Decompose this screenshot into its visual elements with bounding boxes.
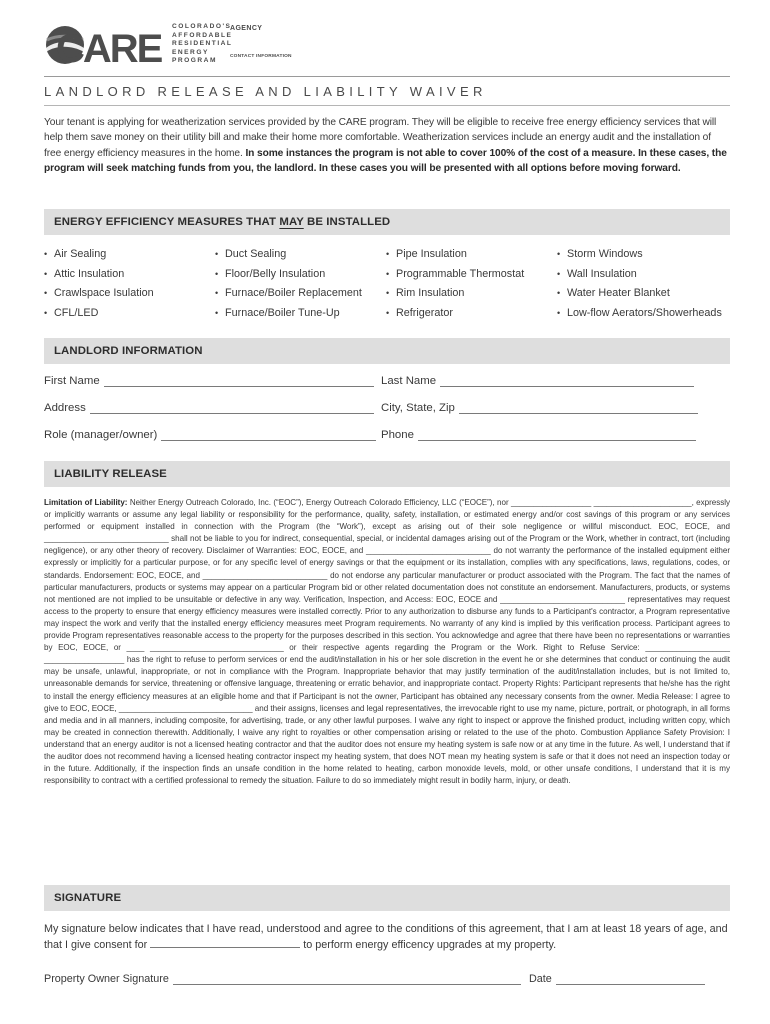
address-label: Address xyxy=(44,402,86,414)
intro-paragraph xyxy=(44,115,730,177)
measure-item: • Pipe Insulation xyxy=(386,246,524,266)
consent-text-start: My signature below indicates that I have read, understood and agree to the conditions of this agreement, that I am at least 18 years of age, and that I give consent for xyxy=(44,923,728,952)
liability-section-header: LIABILITY RELEASE xyxy=(44,461,730,487)
liability-release-text xyxy=(44,497,730,787)
first-name-line[interactable] xyxy=(104,374,374,387)
program-line: COLORADO'S xyxy=(172,23,232,30)
measure-item: • CFL/LED xyxy=(44,305,154,325)
owner-signature-line[interactable] xyxy=(173,972,521,985)
program-name xyxy=(172,23,232,66)
measure-item: • Refrigerator xyxy=(386,305,524,325)
measures-title-end: BE INSTALLED xyxy=(303,216,391,228)
owner-signature-label: Property Owner Signature xyxy=(44,973,169,985)
measure-item: • Wall Insulation xyxy=(557,266,722,286)
measure-item: • Crawlspace Isulation xyxy=(44,285,154,305)
city-state-zip-field[interactable] xyxy=(381,401,698,414)
header-divider xyxy=(44,76,730,77)
landlord-address-row xyxy=(44,401,730,421)
date-label: Date xyxy=(529,973,552,985)
document-title: LANDLORD RELEASE AND LIABILITY WAIVER xyxy=(44,84,487,99)
contact-information-label: CONTACT INFORMATION xyxy=(230,54,292,59)
measure-item: • Storm Windows xyxy=(557,246,722,266)
program-line: ENERGY xyxy=(172,48,209,56)
measure-item: • Rim Insulation xyxy=(386,285,524,305)
landlord-section-header: LANDLORD INFORMATION xyxy=(44,338,730,364)
phone-label: Phone xyxy=(381,429,414,441)
measures-title-emphasis: MAY xyxy=(279,216,304,228)
measure-item: • Floor/Belly Insulation xyxy=(215,266,362,286)
date-line[interactable] xyxy=(556,972,705,985)
logo-wordmark: CARE xyxy=(56,27,162,68)
role-field[interactable] xyxy=(44,428,376,441)
program-line: AFFORDABLE xyxy=(172,31,233,39)
last-name-line[interactable] xyxy=(440,374,694,387)
signature-section-header: SIGNATURE xyxy=(44,885,730,911)
signature-consent-text xyxy=(44,921,730,953)
measure-item: • Water Heater Blanket xyxy=(557,285,722,305)
measure-item: • Programmable Thermostat xyxy=(386,266,524,286)
measures-title-start: ENERGY EFFICIENCY MEASURES THAT xyxy=(54,216,280,228)
signature-row xyxy=(44,972,730,992)
measure-item: • Low-flow Aerators/Showerheads xyxy=(557,305,722,325)
intro-text: Your tenant is applying for weatherization services provided by the CARE program. They will be eligible to receive free energy efficiency services that will help them save money on their utility bill and make their home more comfortable. Weatherization services include an energy audit and the installation of free energy efficiency measures in the home. xyxy=(44,117,717,159)
date-field[interactable] xyxy=(529,972,705,985)
owner-signature-field[interactable] xyxy=(44,972,521,985)
intro-bold-text: In some instances the program is not able to cover 100% of the cost of a measure. In these cases, the program will seek matching funds from you, the landlord. In these cases you will be presented with all options before moving forward. xyxy=(44,147,727,175)
role-label: Role (manager/owner) xyxy=(44,429,158,441)
measure-item: • Furnace/Boiler Tune-Up xyxy=(215,305,362,325)
last-name-label: Last Name xyxy=(381,375,437,387)
program-line: RESIDENTIAL xyxy=(172,40,233,48)
measure-item: • Duct Sealing xyxy=(215,246,362,266)
measures-column xyxy=(44,246,154,324)
title-divider xyxy=(44,105,730,106)
consent-text-end: to perform energy efficency upgrades at my property. xyxy=(303,939,557,952)
measures-column xyxy=(215,246,362,324)
consent-contractor-blank[interactable] xyxy=(150,937,300,948)
measures-section-header xyxy=(44,209,730,235)
address-field[interactable] xyxy=(44,401,374,414)
first-name-field[interactable] xyxy=(44,374,374,387)
liability-body: Neither Energy Outreach Colorado, Inc. (“EOC”), Energy Outreach Colorado Efficiency, LLC (“EOCE”), nor __________________ ______________________, expressly or implicitly warrants or assume any legal liability or responsibility for the performance, quality, safety, installation, or estimated energy and/or cost savings of this program or any services performed or equipment installed in connection with the Program (the “Work”), except as arising out of their sole negligence or willful misconduct. EOC, EOCE, and ____________________________ shall not be liable to you for indirect, consequential, special, or incidental damages arising out of the Program or the Work, whether in contract, tort (including negligence), or any other theory of recovery. Disclaimer of Warranties: EOC, EOCE, and ____________________________ do not warranty the performance of the installed equipment either expressly or implicitly for a particular purpose, or for any specific level of energy savings or that the equipment or its installation, complies with any specifications, laws, regulations, codes, or standards. Endorsement: EOC, EOCE, and ____________________________ do not endorse any particular manufacturer or product associated with the Program. The fact that the names of particular manufacturers, products or systems may appear on a particular Program bid or other related documentation does not constitute an endorsement. Manufacturers, products, or systems not mentioned are not implied to be unsuitable or defective in any way. Verification, Inspection, and Access: EOC, EOCE and ____________________________ representatives may request access to the property to ensure that energy efficiency measures were installed correctly. Prior to any authorization to disburse any funds to a Participant's contractor, a Program representative may inspect the work and verify that the installed energy efficiency measures meet Program requirements. No warranty of any kind is implied by this verification process. Participant agrees to provide Program representatives reasonable access to the property for the purposes described in this section. You acknowledge and agree that there have been no representations or warranties by EOC, EOCE, or ____ ______________________________ or their respective agents regarding the Program or the Work. Right to Refuse Service: ___________________ __________________ has the right to refuse to perform services or end the audit/installation in his or her sole discretion in the event he or she determines that conduct or continuing the audit may be unsafe, unlawful, inappropriate, or not in compliance with the Program. Inappropriate behavior that may justify termination of the audit/installation includes, but is not limited to, unreasonable demands for service, threatening or offensive language, threatening or erratic behavior, and inappropriate contact. Property Rights: Participant represents that he/she has the right to install the energy efficiency measures at an eligible home and that if Participant is not the owner, Participant has obtained any necessary consents from the owner. Media Release: I agree to give to EOC, EOCE, ______________________________ and their assigns, licenses and legal representatives, the irrevocable right to use my name, picture, portrait, or photograph, in all forms and media and in all manners, including composite, for advertising, trade, or any other lawful purposes. I waive any right to inspect or approve the finished product, including written copy, which may be created in connection therewith. Additionally, I waive any right to royalties or other compensation arising or related to the use of the photo. Combustion Appliance Safety Provision: I understand that an energy auditor is not a licensed heating contractor and that the auditor does not ensure my heating system is safe now or at any time in the future. As well, I understand that if the auditor does not recommend having a licensed heating contractor inspect my heating system, that does NOT mean my heating system is safe or that it does not need an inspection today or in the future. Additionally, if the inspection finds an unsafe condition in the home related to heating, carbon monoxide levels, mold, or other unsafe conditions, I understand that it is my responsibility to contract with a certified professional to remedy the situation. Failure to do so immediately might result in bodily harm, injury, or death. xyxy=(44,498,730,786)
role-line[interactable] xyxy=(161,428,376,441)
city-state-zip-label: City, State, Zip xyxy=(381,402,455,414)
last-name-field[interactable] xyxy=(381,374,694,387)
measure-item: • Attic Insulation xyxy=(44,266,154,286)
document-header xyxy=(44,18,734,76)
phone-line[interactable] xyxy=(418,428,696,441)
first-name-label: First Name xyxy=(44,375,100,387)
city-state-zip-line[interactable] xyxy=(459,401,698,414)
measure-item: • Air Sealing xyxy=(44,246,154,266)
measure-item: • Furnace/Boiler Replacement xyxy=(215,285,362,305)
liability-lead: Limitation of Liability: xyxy=(44,498,128,507)
care-logo xyxy=(44,22,174,68)
measures-column xyxy=(386,246,524,324)
landlord-name-row xyxy=(44,374,730,394)
address-line[interactable] xyxy=(90,401,374,414)
program-line: PROGRAM xyxy=(172,57,217,65)
landlord-role-row xyxy=(44,428,730,448)
measures-column xyxy=(557,246,722,324)
phone-field[interactable] xyxy=(381,428,696,441)
agency-label: AGENCY xyxy=(230,25,263,32)
